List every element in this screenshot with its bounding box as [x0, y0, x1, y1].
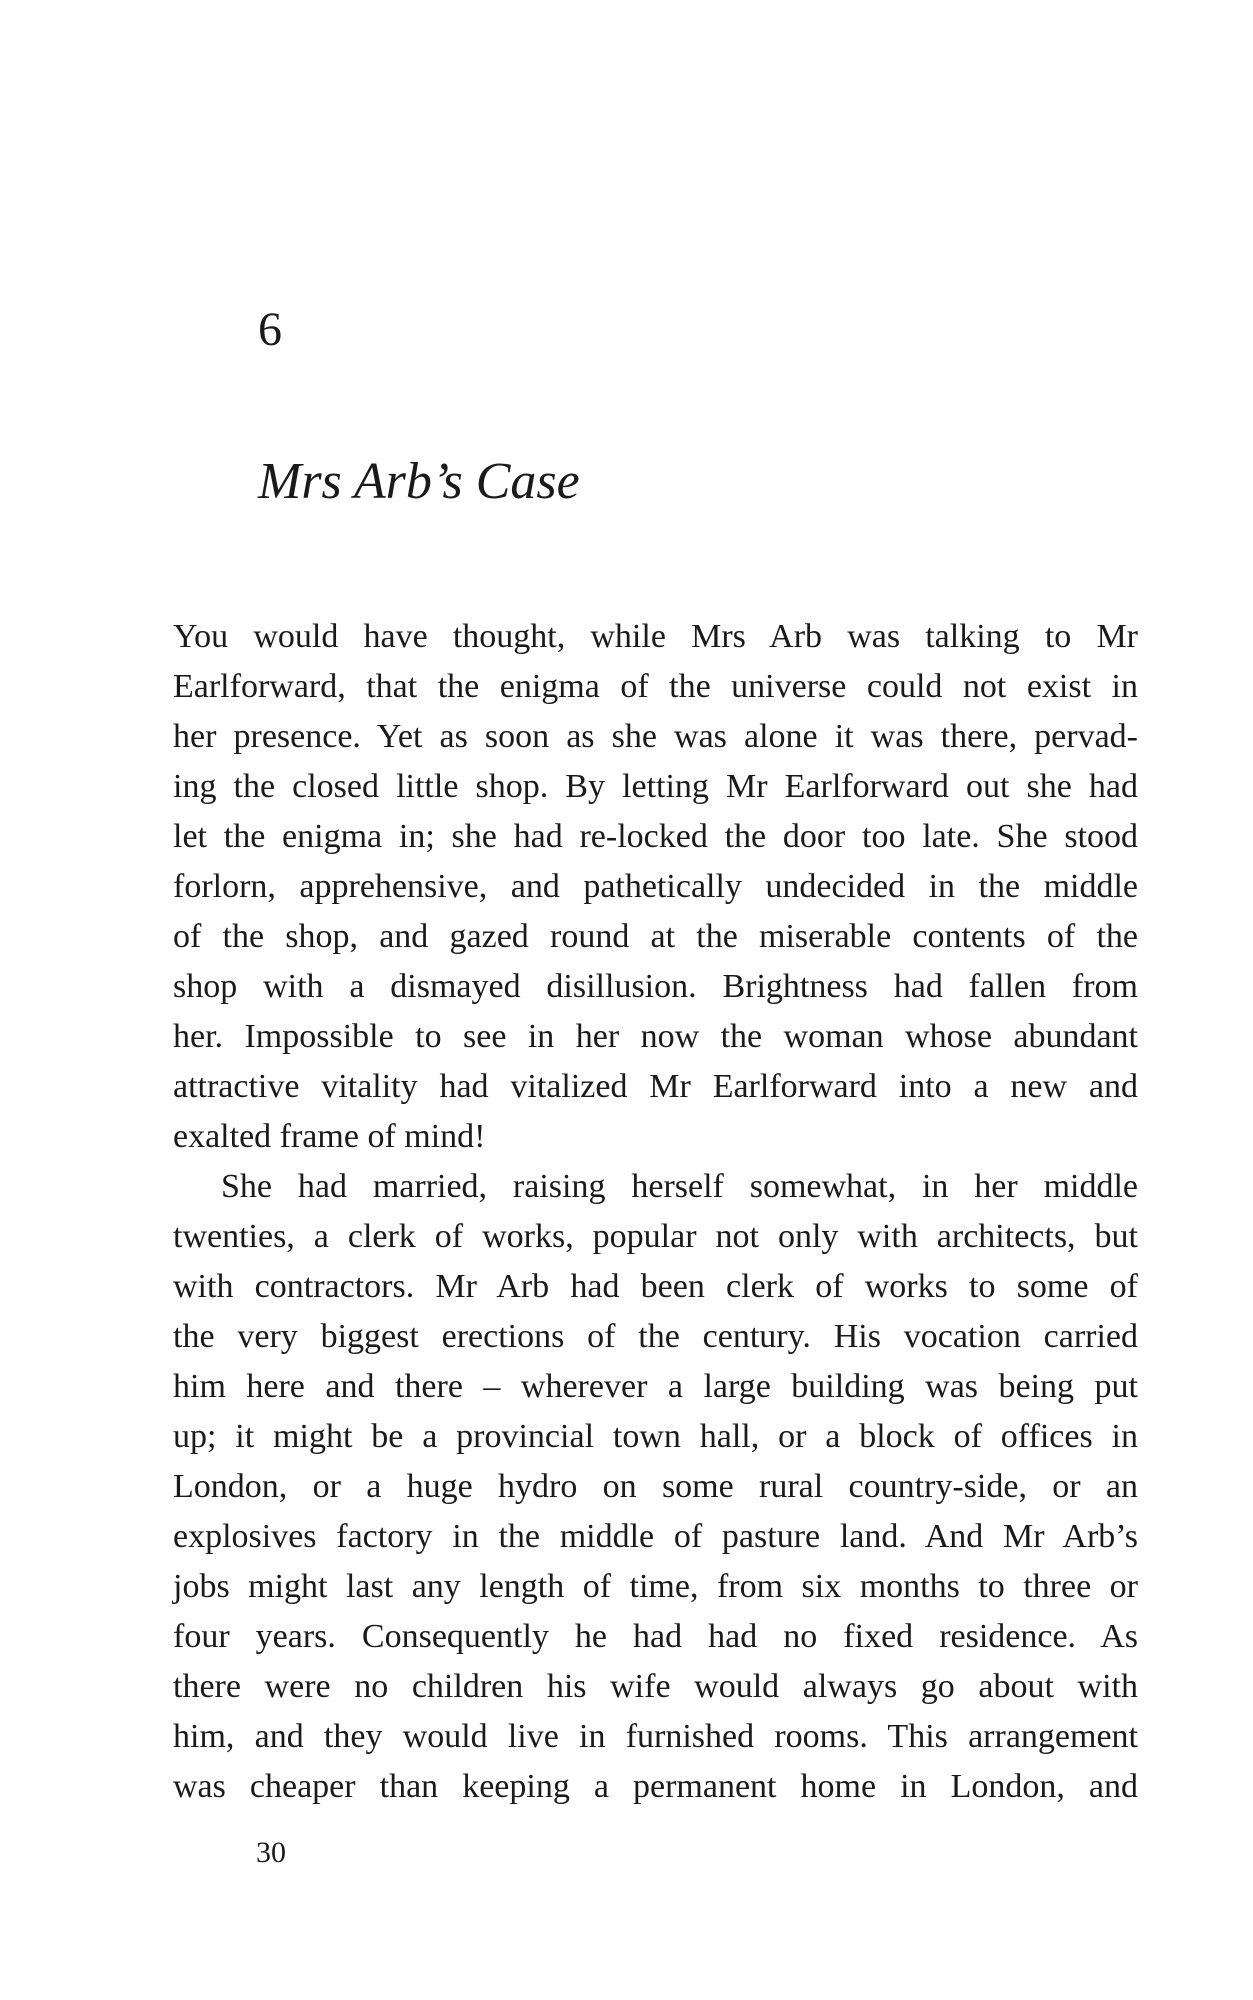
- text-line: explosives factory in the middle of pasture land. And Mr Arb’s: [173, 1518, 1138, 1555]
- text-line: let the enigma in; she had re-locked the door too late. She stood: [173, 818, 1138, 855]
- text-line: ing the closed little shop. By letting Mr Earlforward out she had: [173, 768, 1138, 805]
- text-line: there were no children his wife would always go about with: [173, 1668, 1138, 1705]
- text-line: jobs might last any length of time, from six months to three or: [173, 1568, 1138, 1605]
- text-line: You would have thought, while Mrs Arb was talking to Mr: [173, 618, 1138, 655]
- chapter-title: Mrs Arb’s Case: [258, 453, 580, 510]
- text-line: of the shop, and gazed round at the miserable contents of the: [173, 918, 1138, 955]
- text-line: attractive vitality had vitalized Mr Earlforward into a new and: [173, 1068, 1138, 1105]
- paragraph-2: [173, 1162, 1138, 1812]
- chapter-number: 6: [258, 303, 282, 356]
- text-line: exalted frame of mind!: [173, 1118, 486, 1155]
- text-line: up; it might be a provincial town hall, or a block of offices in: [173, 1418, 1138, 1455]
- text-line: four years. Consequently he had had no fixed residence. As: [173, 1618, 1138, 1655]
- chapter-body: [173, 612, 1138, 1812]
- text-line: twenties, a clerk of works, popular not only with architects, but: [173, 1218, 1138, 1255]
- text-line: the very biggest erections of the century. His vocation carried: [173, 1318, 1138, 1355]
- text-line: forlorn, apprehensive, and pathetically undecided in the middle: [173, 868, 1138, 905]
- text-line: shop with a dismayed disillusion. Brightness had fallen from: [173, 968, 1138, 1005]
- text-line: her presence. Yet as soon as she was alone it was there, pervad-: [173, 718, 1138, 755]
- text-line: her. Impossible to see in her now the woman whose abundant: [173, 1018, 1138, 1055]
- text-line: him, and they would live in furnished rooms. This arrangement: [173, 1718, 1138, 1755]
- page-number: 30: [256, 1836, 286, 1869]
- text-line: was cheaper than keeping a permanent home in London, and: [173, 1768, 1138, 1805]
- text-line: She had married, raising herself somewhat, in her middle: [221, 1168, 1138, 1205]
- text-line: him here and there – wherever a large building was being put: [173, 1368, 1138, 1405]
- paragraph-1: [173, 612, 1138, 1162]
- text-line: Earlforward, that the enigma of the universe could not exist in: [173, 668, 1138, 705]
- text-line: with contractors. Mr Arb had been clerk of works to some of: [173, 1268, 1138, 1305]
- text-line: London, or a huge hydro on some rural country-side, or an: [173, 1468, 1138, 1505]
